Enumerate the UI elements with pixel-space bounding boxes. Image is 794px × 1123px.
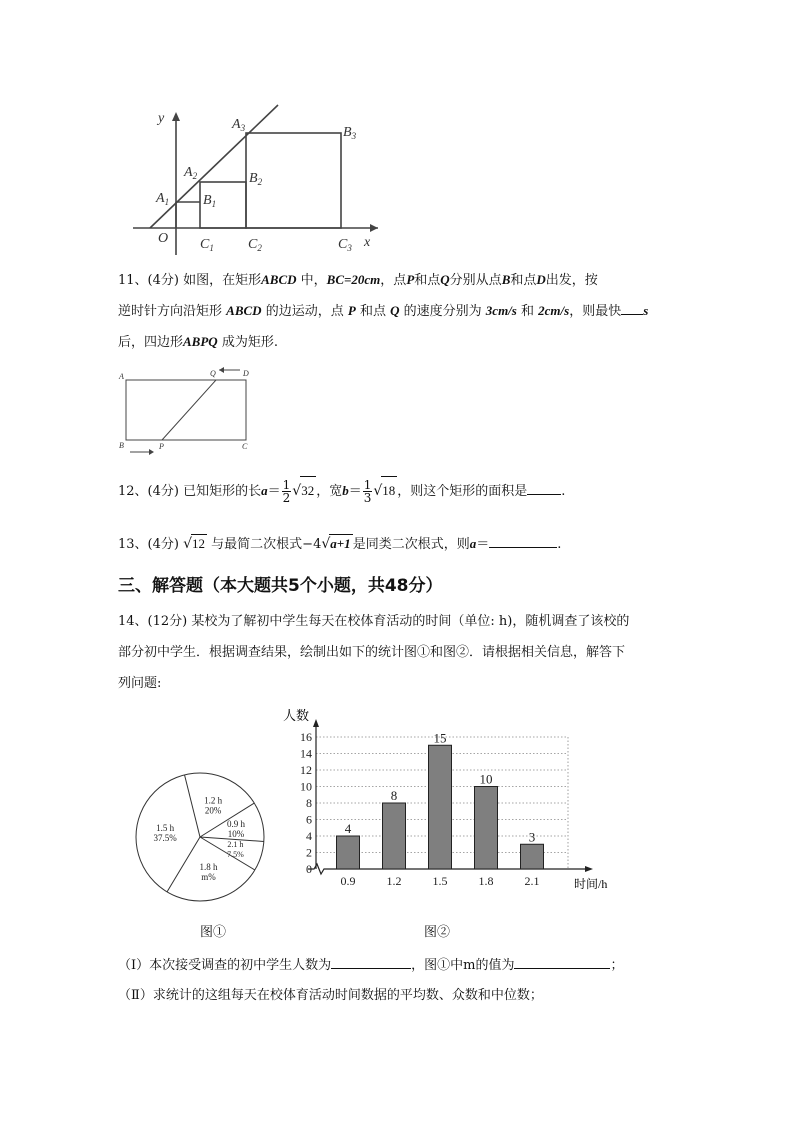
bar-label-2.1: 3 [528, 829, 536, 845]
bar-chart [278, 702, 618, 897]
y-tick-5: 10 [300, 779, 312, 794]
pie-label-4: 1.5 h [156, 822, 175, 833]
label-b1: $B_1$ [203, 193, 217, 209]
q13-line: 13、(4分) √12 与最简二次根式−4√a+1 是同类二次根式，则a＝ . [118, 536, 562, 552]
x-tick-0.9: 0.9 [340, 874, 356, 888]
q14-line1: 14、(12分) 某校为了解初中学生每天在校体育活动的时间（单位: h)，随机调查了该校的 [118, 614, 630, 629]
x-tick-1.2: 1.2 [386, 874, 402, 888]
x-tick-1.5: 1.5 [432, 874, 448, 888]
label-a1: $A_1$ [156, 191, 170, 207]
fig-label-p: P [159, 442, 164, 451]
q11-answer-blank[interactable] [621, 302, 643, 315]
bar-label-1.5: 15 [433, 730, 447, 746]
pie-label-3: 1.8 h [199, 862, 218, 873]
figure-1-caption: 图① [200, 925, 227, 940]
section-title: 三、解答题（本大题共5个小题，共48分） [118, 576, 443, 596]
bar-2.1 [521, 844, 544, 869]
x-tick-1.8: 1.8 [478, 874, 494, 888]
y-tick-2: 4 [306, 829, 312, 843]
q11-line2: 逆时针方向沿矩形 ABCD 的边运动，点 P 和点 Q 的速度分别为 3cm/s 和 2cm/s，则最快 s [118, 303, 649, 319]
figure-2-caption: 图② [424, 925, 451, 940]
pie-label-1: 0.9 h [227, 819, 246, 830]
y-axis-title: 人数 [283, 708, 310, 723]
pie-label-0: 1.2 h [204, 795, 223, 806]
pie-slice-4 [167, 837, 200, 892]
fig-label-b: B [119, 441, 124, 450]
figure-rectangle-abcd [116, 364, 256, 460]
bar-1.8 [475, 787, 498, 870]
x-tick-2.1: 2.1 [524, 874, 540, 888]
q14-count-blank[interactable] [331, 956, 411, 969]
bar-0.9 [337, 836, 360, 869]
fig-label-q: Q [210, 369, 216, 378]
label-a2: $A_2$ [184, 165, 198, 181]
fig-label-a: A [119, 372, 124, 381]
y-tick-4: 8 [306, 796, 312, 810]
bar-label-1.8: 10 [479, 771, 493, 787]
pie-chart [130, 770, 270, 905]
pie-pct-1: 10% [227, 829, 245, 840]
label-c3: $C_3$ [338, 237, 352, 253]
pie-label-2: 2.1 h [227, 840, 244, 850]
pie-pct-0: 20% [204, 805, 222, 816]
fig-label-c: C [242, 442, 248, 451]
y-tick-1: 2 [306, 845, 312, 860]
label-c2: $C_2$ [248, 237, 262, 253]
q12-line: 12、(4分) 已知矩形的长a＝ $\frac{1}{2}$ √32 ，宽b＝ $\frac{1}{3}$ √18 ，则这个矩形的面积是 . [118, 478, 566, 505]
y-axis-arrow [313, 719, 319, 727]
q14-m-blank[interactable] [514, 956, 610, 969]
fig-label-d: D [243, 369, 249, 378]
y-tick-6: 12 [300, 763, 312, 777]
label-b3: $B_3$ [343, 125, 357, 141]
label-y: y [158, 111, 165, 126]
q11-line3: 后，四边形ABPQ 成为矩形. [118, 334, 278, 350]
pie-slice-0 [185, 775, 200, 837]
pie-pct-2: 7.5% [227, 850, 244, 860]
q14-part-i: （Ⅰ）本次接受调查的初中学生人数为 ，图①中m的值为 ； [118, 958, 624, 973]
y-tick-3: 6 [306, 812, 312, 827]
q12-answer-blank[interactable] [527, 482, 561, 495]
y-tick-8: 16 [300, 730, 312, 744]
pie-pct-3: m% [201, 872, 216, 883]
bar-label-1.2: 8 [390, 788, 398, 803]
figure-squares [128, 100, 388, 260]
q12-fraction-2: $\frac{1}{3}$ [363, 478, 372, 505]
q11-line1: 11、(4分) 如图，在矩形ABCD 中，BC=20cm，点P和点Q分别从点B和点D出发，按 [118, 272, 598, 288]
label-a3: $A_3$ [232, 117, 246, 133]
pie-pct-4: 37.5% [153, 832, 177, 843]
label-b2: $B_2$ [249, 171, 263, 187]
q13-answer-blank[interactable] [489, 535, 557, 548]
label-o: O [158, 231, 169, 246]
y-tick-7: 14 [300, 746, 312, 761]
q14-part-ii: （Ⅱ）求统计的这组每天在校体育活动时间数据的平均数、众数和中位数； [118, 988, 543, 1003]
label-c1: $C_1$ [200, 237, 214, 253]
x-axis-arrow [585, 866, 593, 872]
q12-fraction-1: $\frac{1}{2}$ [282, 478, 291, 505]
q14-line3: 列问题: [118, 676, 162, 691]
y-tick-0: 0 [306, 862, 312, 876]
bar-1.5 [429, 745, 452, 869]
label-x: x [364, 235, 371, 250]
q14-line2: 部分初中学生．根据调查结果，绘制出如下的统计图①和图②．请根据相关信息，解答下 [118, 645, 626, 660]
bar-label-0.9: 4 [344, 821, 352, 836]
x-axis-title: 时间/h [574, 877, 608, 891]
bar-1.2 [383, 803, 406, 869]
